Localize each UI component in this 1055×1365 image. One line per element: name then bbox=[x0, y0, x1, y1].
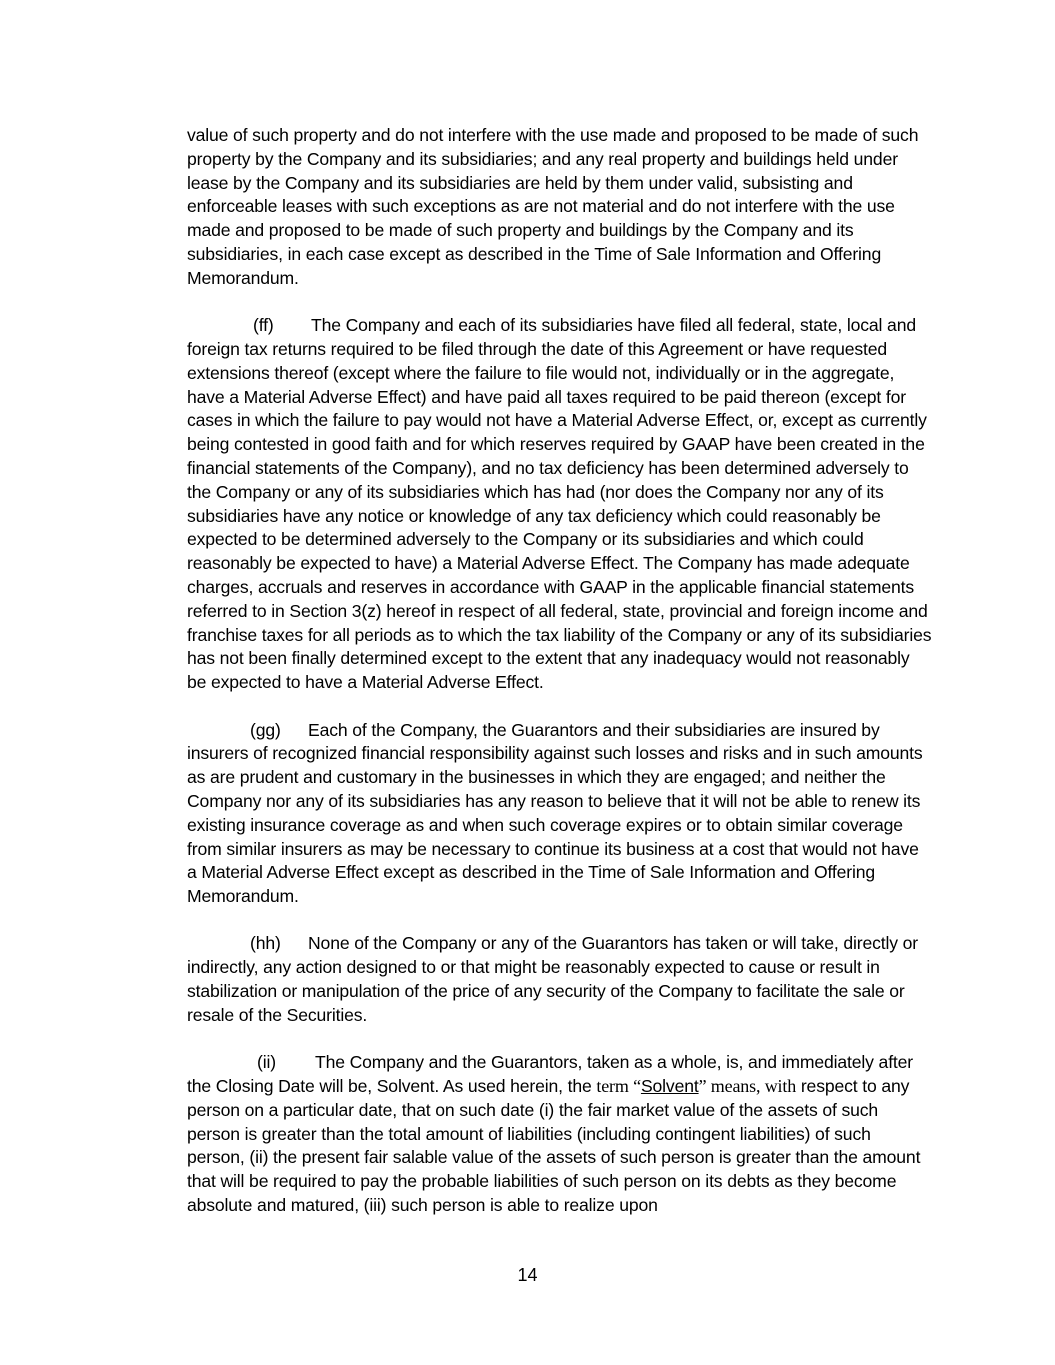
section-text-continued: respect to any person on a particular date, that on such date (i) the fair market value of the assets of such person is greater than the total amount of liabilities (including contingent liabilities) of such person, (ii) the present fair salable value of the assets of such person is greater than the amount that will be required to pay the probable liabilities of such person on its debts as they become absolute and matured, (iii) such person is able to realize upon bbox=[187, 1076, 921, 1216]
section-ii bbox=[187, 1051, 933, 1218]
section-label: (ii) bbox=[257, 1052, 276, 1073]
section-text: The Company and the Guarantors, taken as a whole, is, and immediately after the Closing Date will be, Solvent. As used herein, the bbox=[187, 1052, 914, 1097]
document-body bbox=[187, 124, 933, 1241]
section-ff bbox=[187, 314, 933, 695]
term-suffix: ” means, with bbox=[698, 1076, 797, 1097]
section-text: Each of the Company, the Guarantors and their subsidiaries are insured by insurers of recognized financial responsibility against such losses and risks and in such amounts as are prudent and customary in the businesses in which they are engaged; and neither the Company nor any of its subsidiaries has any reason to believe that it will not be able to renew its existing insurance coverage as and when such coverage expires or to obtain similar coverage from similar insurers as may be necessary to continue its business at a cost that would not have a Material Adverse Effect except as described in the Time of Sale Information and Offering Memorandum. bbox=[187, 719, 923, 907]
carryover-paragraph: value of such property and do not interfere with the use made and proposed to be made of such property by the Company and its subsidiaries; and any real property and buildings held under lease by the Company and its subsidiaries are held by them under valid, subsisting and enforceable leases with such exceptions as are not material and do not interfere with the use made and proposed to be made of such property and buildings by the Company and its subsidiaries, in each case except as described in the Time of Sale Information and Offering Memorandum. bbox=[187, 125, 919, 288]
section-label: (gg) bbox=[250, 719, 281, 740]
term-prefix: term “ bbox=[596, 1076, 641, 1097]
page-number: 14 bbox=[517, 1265, 538, 1285]
section-gg bbox=[187, 719, 933, 909]
section-hh bbox=[187, 932, 933, 1027]
section-label: (ff) bbox=[253, 315, 274, 336]
section-label: (hh) bbox=[250, 933, 281, 954]
section-text: The Company and each of its subsidiaries have filed all federal, state, local and foreign tax returns required to be filed through the date of this Agreement or have requested extensions thereof (except where the failure to file would not, individually or in the aggregate, have a Material Adverse Effect) and have paid all taxes required to be paid thereon (except for cases in which the failure to pay would not have a Material Adverse Effect, or, except as currently being contested in good faith and for which reserves required by GAAP have been created in the financial statements of the Company), and no tax deficiency has been determined adversely to the Company or any of its subsidiaries which has had (nor does the Company nor any of its subsidiaries have any notice or knowledge of any tax deficiency which could reasonably be expected to be determined adversely to the Company or its subsidiaries and which could reasonably be expected to have) a Material Adverse Effect. The Company has made adequate charges, accruals and reserves in accordance with GAAP in the applicable financial statements referred to in Section 3(z) hereof in respect of all federal, state, provincial and foreign income and franchise taxes for all periods as to which the tax liability of the Company or any of its subsidiaries has not been finally determined except to the extent that any inadequacy would not reasonably be expected to have a Material Adverse Effect. bbox=[187, 315, 932, 693]
defined-term-solvent: Solvent bbox=[640, 1076, 699, 1097]
section-text: None of the Company or any of the Guarantors has taken or will take, directly or indirectly, any action designed to or that might be reasonably expected to cause or result in stabilization or manipulation of the price of any security of the Company to facilitate the sale or resale of the Securities. bbox=[187, 933, 918, 1025]
